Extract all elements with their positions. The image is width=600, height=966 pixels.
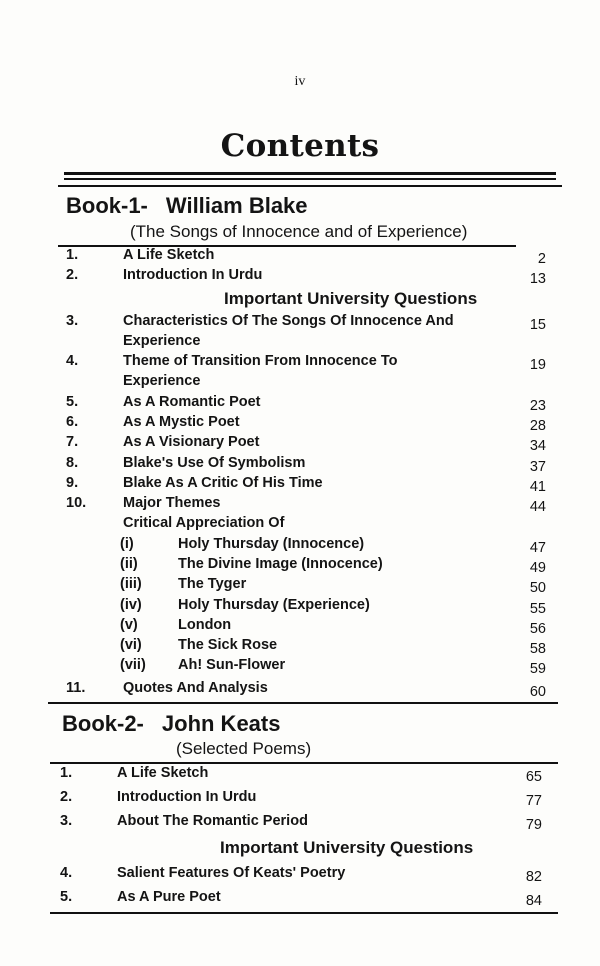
- title-rule-thin: [64, 178, 556, 180]
- toc-entry-number: 5.: [60, 889, 73, 905]
- toc-entry-page: 55: [529, 601, 546, 617]
- toc-entry-number: 2.: [60, 789, 73, 805]
- toc-entry-page: 15: [529, 317, 546, 333]
- toc-entry-page: 60: [529, 684, 546, 700]
- toc-entry-page: 44: [529, 499, 546, 515]
- toc-entry-number: 4.: [66, 353, 79, 369]
- toc-entry: [0, 267, 600, 287]
- toc-entry: [0, 353, 600, 393]
- book1-section-heading: Important University Questions: [224, 289, 478, 308]
- toc-entry-title: Introduction In Urdu: [117, 789, 257, 805]
- book2-bottom-rule: [50, 912, 558, 914]
- toc-entry-page: 37: [529, 459, 546, 475]
- toc-entry-page: 47: [529, 540, 546, 556]
- toc-entry-page: 56: [529, 621, 546, 637]
- toc-entry-number: 4.: [60, 865, 73, 881]
- toc-entry: [0, 657, 600, 677]
- page-number: iv: [294, 74, 306, 89]
- toc-entry-title: The Tyger: [178, 576, 247, 592]
- toc-entry-number: (vii): [120, 657, 146, 673]
- toc-entry-title-continued: Experience: [123, 333, 201, 349]
- toc-entry-page: 41: [529, 479, 546, 495]
- toc-entry-title: As A Romantic Poet: [123, 394, 261, 410]
- toc-entry: [0, 865, 600, 885]
- book1-bottom-rule: [48, 702, 558, 704]
- toc-entry-title-continued: Experience: [123, 373, 201, 389]
- book1-top-rule: [58, 185, 562, 187]
- toc-entry: [0, 789, 600, 809]
- toc-entry-number: (i): [120, 536, 134, 552]
- toc-entry-page: 84: [525, 893, 542, 909]
- toc-entry-number: (ii): [120, 556, 138, 572]
- toc-entry-number: 10.: [66, 495, 87, 511]
- toc-entry-number: 2.: [66, 267, 79, 283]
- toc-entry-number: 3.: [60, 813, 73, 829]
- page-title: Contents: [220, 128, 380, 164]
- toc-entry: [0, 680, 600, 700]
- toc-entry: [0, 475, 600, 495]
- toc-entry-title: Ah! Sun-Flower: [178, 657, 286, 673]
- toc-entry: [0, 556, 600, 576]
- toc-entry-page: 34: [529, 438, 546, 454]
- toc-entry-number: (iii): [120, 576, 142, 592]
- toc-entry-page: 13: [529, 271, 546, 287]
- toc-entry-number: 7.: [66, 434, 79, 450]
- toc-entry-number: 3.: [66, 313, 79, 329]
- toc-entry-title: Blake's Use Of Symbolism: [123, 455, 306, 471]
- toc-entry-number: 1.: [60, 765, 73, 781]
- toc-entry-title: Characteristics Of The Songs Of Innocence And: [123, 313, 454, 329]
- toc-entry-title: The Divine Image (Innocence): [178, 556, 383, 572]
- toc-entry: [0, 394, 600, 414]
- toc-entry: [0, 455, 600, 475]
- toc-entry-number: 5.: [66, 394, 79, 410]
- title-rule-thick: [64, 172, 556, 175]
- toc-entry-title: A Life Sketch: [123, 247, 215, 263]
- toc-entry: [0, 597, 600, 617]
- toc-entry-number: (v): [120, 617, 138, 633]
- book2-author: John Keats: [161, 711, 281, 736]
- toc-entry-number: 9.: [66, 475, 79, 491]
- toc-entry-page: 23: [529, 398, 546, 414]
- toc-entry-title: Theme of Transition From Innocence To: [123, 353, 398, 369]
- toc-entry-page: 82: [525, 869, 542, 885]
- toc-entry: [0, 313, 600, 353]
- toc-entry-title: London: [178, 617, 232, 633]
- toc-entry-title: The Sick Rose: [178, 637, 278, 653]
- toc-entry: [0, 813, 600, 833]
- toc-entry-title: Salient Features Of Keats' Poetry: [117, 865, 346, 881]
- toc-entry-title: As A Visionary Poet: [123, 434, 260, 450]
- toc-entry: [0, 247, 600, 267]
- toc-entry-number: (iv): [120, 597, 142, 613]
- toc-entry-title: About The Romantic Period: [117, 813, 308, 829]
- toc-entry-title: As A Mystic Poet: [123, 414, 240, 430]
- toc-entry: [0, 576, 600, 596]
- toc-entry-number: (vi): [120, 637, 142, 653]
- toc-entry-title: Quotes And Analysis: [123, 680, 268, 696]
- book1-label: Book-1-: [66, 193, 148, 218]
- toc-entry-title: Major Themes: [123, 495, 221, 511]
- toc-entry-number: 1.: [66, 247, 79, 263]
- book2-subtitle: (Selected Poems): [176, 739, 312, 758]
- toc-entry-page: 58: [529, 641, 546, 657]
- book2-section-heading: Important University Questions: [220, 838, 474, 857]
- toc-entry-title: Blake As A Critic Of His Time: [123, 475, 323, 491]
- toc-entry: [0, 889, 600, 909]
- toc-entry: [0, 637, 600, 657]
- book2-heading: [62, 711, 280, 737]
- toc-entry-number: 6.: [66, 414, 79, 430]
- book1-author: William Blake: [165, 193, 308, 218]
- toc-entry-title: A Life Sketch: [117, 765, 209, 781]
- toc-entry-title: Introduction In Urdu: [123, 267, 263, 283]
- toc-entry: [0, 765, 600, 785]
- toc-entry: [0, 515, 600, 535]
- book2-subtitle-rule: [50, 762, 558, 764]
- book1-subtitle: (The Songs of Innocence and of Experience): [130, 222, 468, 241]
- toc-entry-number: 11.: [66, 680, 86, 696]
- toc-entry-page: 28: [529, 418, 546, 434]
- toc-entry-page: 65: [525, 769, 542, 785]
- toc-entry-title: Holy Thursday (Innocence): [178, 536, 365, 552]
- toc-entry-number: 8.: [66, 455, 79, 471]
- toc-entry: [0, 434, 600, 454]
- toc-entry-page: 77: [525, 793, 542, 809]
- toc-entry-page: 2: [537, 251, 546, 267]
- toc-entry: [0, 617, 600, 637]
- toc-entry-page: 49: [529, 560, 546, 576]
- book2-label: Book-2-: [62, 711, 144, 736]
- toc-entry-page: 59: [529, 661, 546, 677]
- toc-entry-title: As A Pure Poet: [117, 889, 221, 905]
- toc-entry-page: 79: [525, 817, 542, 833]
- toc-entry: [0, 495, 600, 515]
- toc-entry-page: 19: [529, 357, 546, 373]
- toc-entry: [0, 414, 600, 434]
- toc-entry-title: Critical Appreciation Of: [123, 515, 285, 531]
- book1-heading: [66, 193, 308, 219]
- toc-entry-title: Holy Thursday (Experience): [178, 597, 370, 613]
- toc-entry-page: 50: [529, 580, 546, 596]
- toc-entry: [0, 536, 600, 556]
